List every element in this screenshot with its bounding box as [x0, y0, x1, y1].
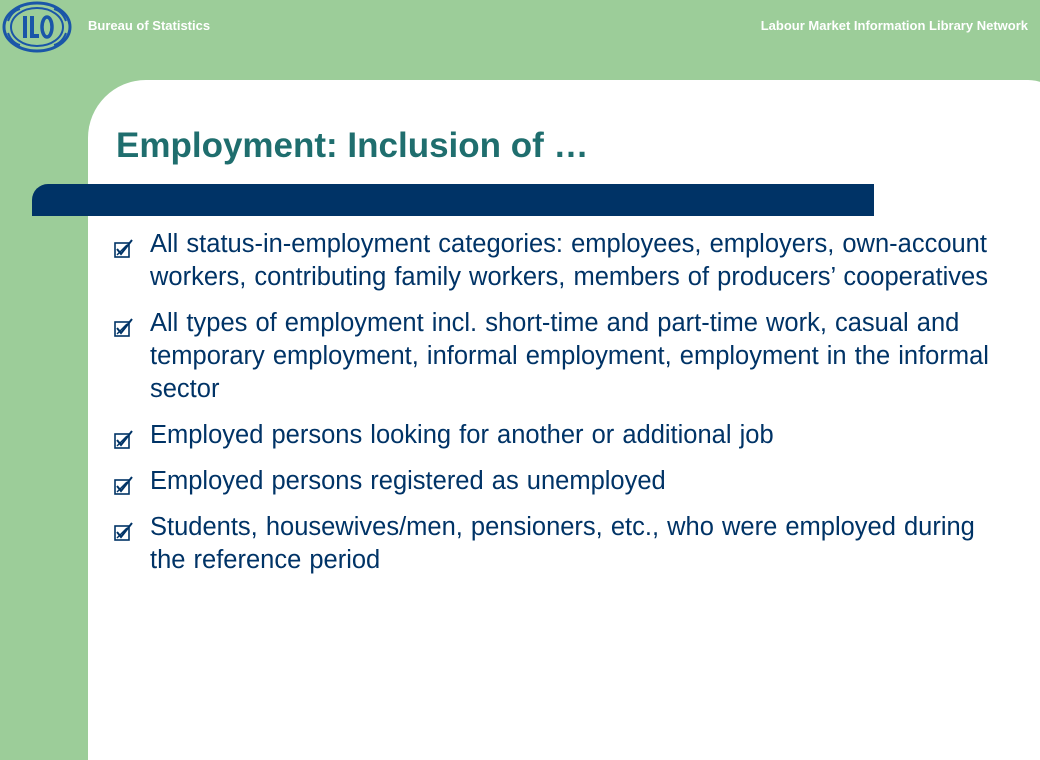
bullet-item [110, 465, 1010, 498]
checkmark-box-icon [112, 238, 134, 260]
checkmark-box-icon [112, 429, 134, 451]
bullet-item [110, 228, 1010, 294]
title-underline-bar [32, 184, 874, 216]
checkmark-box-icon [112, 475, 134, 497]
slide-title: Employment: Inclusion of … [116, 126, 589, 165]
bullet-text: All types of employment incl. short-time and part-time work, casual and temporary employment, informal employment, employment in the informal sector [150, 309, 989, 403]
ilo-logo-icon [2, 1, 72, 53]
bullet-item [110, 419, 1010, 452]
title-bar-notch [32, 200, 78, 216]
header-right-text: Labour Market Information Library Network [760, 18, 1028, 33]
bullet-text: Employed persons looking for another or additional job [150, 421, 774, 449]
bullet-item [110, 307, 1010, 406]
bullet-text: Students, housewives/men, pensioners, etc., who were employed during the reference period [150, 513, 975, 574]
checkmark-box-icon [112, 521, 134, 543]
bullet-item [110, 511, 1010, 577]
header-left-text: Bureau of Statistics [88, 18, 211, 33]
bullet-text: Employed persons registered as unemployed [150, 467, 666, 495]
bullet-text: All status-in-employment categories: employees, employers, own-account workers, contributing family workers, members of producers’ cooperatives [150, 230, 988, 291]
checkmark-box-icon [112, 317, 134, 339]
bullet-list [110, 228, 1010, 590]
